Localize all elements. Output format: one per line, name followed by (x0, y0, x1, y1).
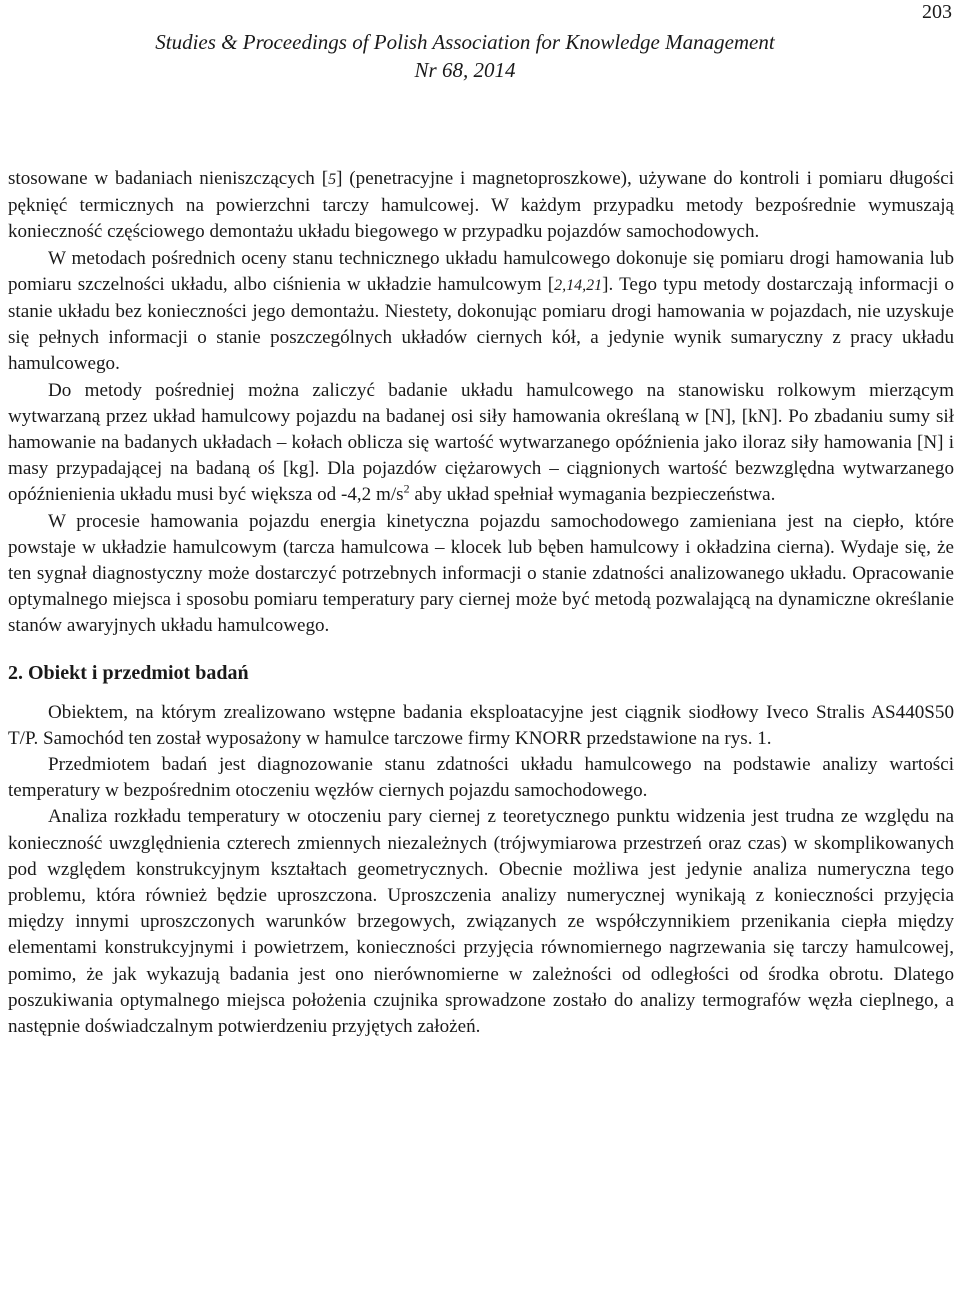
paragraph-6: Przedmiotem badań jest diagnozowanie stanu zdatności układu hamulcowego na podstawie analizy wartości temperatury w bezpośrednim otoczeniu węzłów ciernych pojazdu samochodowego. (8, 754, 954, 802)
paragraph-1 (8, 166, 954, 246)
paragraph-5: Obiektem, na którym zrealizowano wstępne badania eksploatacyjne jest ciągnik siodłowy Iveco Stralis AS440S50 T/P. Samochód ten został wyposażony w hamulce tarczowe firmy KNORR przedstawione na rys. 1. (8, 701, 954, 749)
paragraph-1-text-a: stosowane w badaniach nieniszczących [ (8, 168, 329, 189)
paragraph-3-text-a: Do metody pośredniej można zaliczyć badanie układu hamulcowego na stanowisku rolkowym mierzącym wytwarzaną przez układ hamulcowy pojazdu na badanej osi siły hamowania określaną w [N], [kN]. Po zbadaniu sumy sił hamowanie na badanych układach – kołach oblicza się wartość wytwarzanego opóźnienia jako iloraz siły hamowania [N] i masy przypadającej na badaną oś [kg]. Dla pojazdów ciężarowych – ciągnionych wartość bezwzględna wytwarzanego opóźnienienia układu musi być większa od -4,2 m/s (8, 379, 954, 506)
paragraph-2-text-b: ]. Tego typu metody dostarczają informacji o stanie układu bez konieczności jego demontażu. Niestety, dokonując pomiaru drogi hamowania w pojazdach, nie uzyskuje się pełnych informacji o stanie poszczególnych układów ciernych kół, a jedynie wynik sumaryczny z pracy układu hamulcowego. (8, 273, 954, 375)
journal-issue: Nr 68, 2014 (414, 58, 516, 82)
paragraph-3 (8, 378, 954, 509)
section-heading: 2. Obiekt i przedmiot badań (8, 661, 249, 684)
journal-title: Studies & Proceedings of Polish Association for Knowledge Management (155, 30, 775, 54)
superscript-exponent: 2 (403, 482, 410, 497)
paragraph-2 (8, 246, 954, 378)
paragraph-7: Analiza rozkładu temperatury w otoczeniu pary ciernej z teoretycznego punktu widzenia jest trudna ze względu na konieczność uwzględnienia czterech zmiennych niezależnych (trójwymiarowa przestrzeń oraz czas) w skomplikowanych pod względem konstrukcyjnym kształtach geometrycznych. Obecnie możliwa jest jedynie analiza numeryczna tego problemu, która również będzie uproszczona. Uproszczenia analizy numerycznej wynikają z konieczności przyjęcia między innymi uproszczonych warunków brzegowych, związanych ze współczynnikiem przenikania ciepła między elementami konstrukcyjnymi i powietrzem, konieczności przyjęcia równomiernego nagrzewania się tarczy hamulcowej, pomimo, że jak wykazują badania jest ono nierównomierne w zależności od odległości od środka obrotu. Dlatego poszukiwania optymalnego miejsca położenia czujnika sprowadzone zostało do analizy termografów węzła cieplnego, a następnie doświadczalnym potwierdzeniu przyjętych założeń. (8, 806, 954, 1038)
article-body (8, 166, 954, 1040)
paragraph-4: W procesie hamowania pojazdu energia kinetyczna pojazdu samochodowego zamieniana jest na ciepło, które powstaje w układzie hamulcowym (tarcza hamulcowa – klocek lub bęben hamulcowy i okładzina cierna). Wydaje się, że ten sygnał diagnostyczny może dostarczyć potrzebnych informacji o stanie zdatności analizowanego układu. Opracowanie optymalnego miejsca i sposobu pomiaru temperatury pary ciernej może być metodą pozwalającą na dynamiczne określanie stanów awaryjnych układu hamulcowego. (8, 510, 954, 637)
citation: 5 (328, 171, 337, 188)
running-header (0, 28, 930, 84)
section-2-body (8, 700, 954, 1041)
paragraph-1-text-b: ] (penetracyjne i magnetoproszkowe), używane do kontroli i pomiaru długości pęknięć termicznych na powierzchni tarczy hamulcowej. W każdym przypadku metody bezpośrednie wymuszają konieczność częściowego demontażu układu biegowego w przypadku pojazdów samochodowych. (8, 168, 954, 243)
paragraph-2-text-a: W metodach pośrednich oceny stanu technicznego układu hamulcowego dokonuje się pomiaru drogi hamowania lub pomiaru szczelności układu, albo ciśnienia w układzie hamulcowym [ (8, 247, 954, 295)
page-number: 203 (922, 1, 952, 23)
citation: 2,14,21 (554, 276, 603, 294)
paragraph-3-text-b: aby układ spełniał wymagania bezpieczeństwa. (409, 484, 776, 506)
